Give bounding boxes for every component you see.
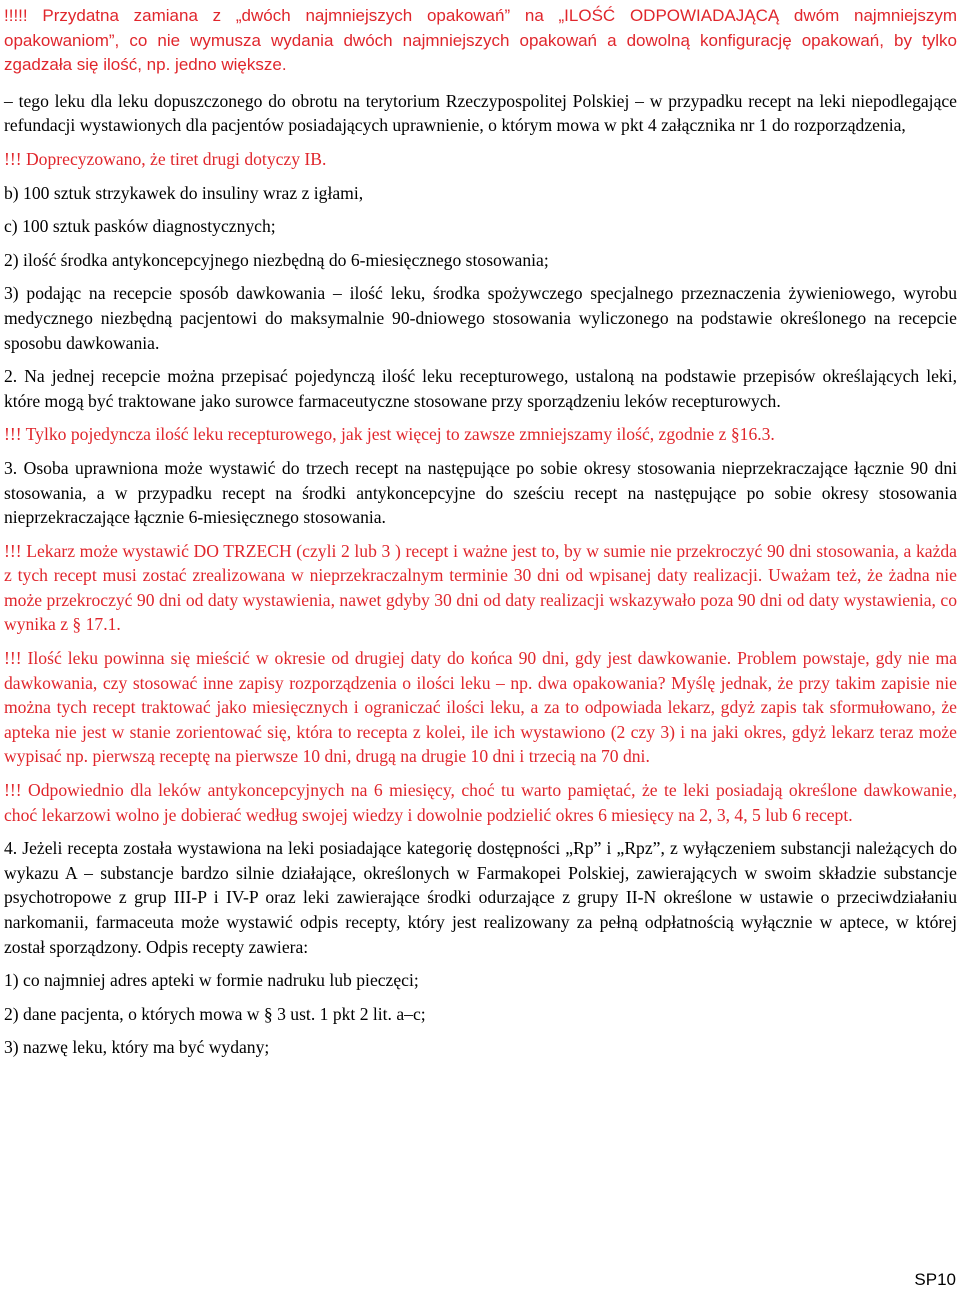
regulation-paragraph: b) 100 sztuk strzykawek do insuliny wraz z igłami, (4, 182, 364, 203)
note-paragraph: !!! Ilość leku powinna się mieścić w okresie od drugiej daty do końca 90 dni, gdy jest dawkowanie. Problem powstaje, gdy nie ma dawkowania, czy stosować inne zapisy rozporządzenia o ilości leku – np. dwa opakowania? Myślę jednak, że przy takim zapisie nie można tych recept traktować jako miesięcznych i ograniczać ilości leku, a za to odpowiada lekarz, gdyż zapis tak sformułowano, że apteka nie jest w stanie zorientować się, która to recepta z kolei, ile ich wystawiono (2 czy 3) i na jaki okres, gdyż lekarz teraz może wypisać np. pierwszą receptę na pierwsze 10 dni, drugą na drugie 10 dni i trzecią na 70 dni. (4, 648, 957, 767)
regulation-paragraph: 3) podając na recepcie sposób dawkowania – ilość leku, środka spożywczego specjalnego przeznaczenia żywieniowego, wyrobu medycznego niezbędną pacjentowi do maksymalnie 90-dniowego stosowania wyliczonego na podstawie określonego na recepcie sposobu dawkowania. (4, 283, 957, 353)
document-page (4, 4, 957, 1069)
regulation-paragraph: 3) nazwę leku, który ma być wydany; (4, 1037, 270, 1058)
note-paragraph: !!! Tylko pojedyncza ilość leku recepturowego, jak jest więcej to zawsze zmniejszamy ilość, zgodnie z §16.3. (4, 424, 775, 445)
regulation-paragraph: – tego leku dla leku dopuszczonego do obrotu na terytorium Rzeczypospolitej Polskiej – w przypadku recept na leki niepodlegające refundacji wystawionych dla pacjentów posiadających uprawnienie, o którym mowa w pkt 4 załącznika nr 1 do rozporządzenia, (4, 90, 957, 136)
regulation-paragraph: 2) dane pacjenta, o których mowa w § 3 ust. 1 pkt 2 lit. a–c; (4, 1003, 426, 1024)
note-paragraph: !!! Doprecyzowano, że tiret drugi dotyczy IB. (4, 148, 327, 169)
regulation-paragraph: c) 100 sztuk pasków diagnostycznych; (4, 216, 276, 237)
regulation-paragraph: 3. Osoba uprawniona może wystawić do trzech recept na następujące po sobie okresy stosowania nieprzekraczające łącznie 90 dni stosowania, a w przypadku recept na środki antykoncepcyjne do sześciu recept na następujące po sobie okresy stosowania nieprzekraczające łącznie 6-miesięcznego stosowania. (4, 457, 957, 528)
regulation-paragraph: 2. Na jednej recepcie można przepisać pojedynczą ilość leku recepturowego, ustaloną na podstawie przepisów określających leki, które mogą być traktowane jako surowce farmaceutyczne stosowane przy sporządzeniu leków recepturowych. (4, 366, 957, 411)
page-footer-label: SP10 (914, 1270, 956, 1289)
note-paragraph: !!! Lekarz może wystawić DO TRZECH (czyli 2 lub 3 ) recept i ważne jest to, by w sumie nie przekroczyć 90 dni stosowania, a każda z tych recept musi zostać zrealizowana w nieprzekraczalnym terminie 30 dni od wpisanej daty realizacji. Uważam też, że żadna nie może przekroczyć 90 dni od daty wystawienia, nawet gdyby 30 dni od daty realizacji wskazywało poza 90 dni od daty wystawienia, co wynika z § 17.1. (4, 540, 957, 635)
regulation-paragraph: 1) co najmniej adres apteki w formie nadruku lub pieczęci; (4, 970, 419, 991)
note-paragraph: !!!!! Przydatna zamiana z „dwóch najmniejszych opakowań” na „ILOŚĆ ODPOWIADAJĄCĄ dwóm najmniejszym opakowaniom”, co nie wymusza wydania dwóch najmniejszych opakowań a dowolną konfigurację opakowań, by tylko zgadzała się ilość, np. jedno większe. (4, 6, 957, 75)
regulation-paragraph: 2) ilość środka antykoncepcyjnego niezbędną do 6-miesięcznego stosowania; (4, 249, 549, 270)
regulation-paragraph: 4. Jeżeli recepta została wystawiona na leki posiadające kategorię dostępności „Rp” i „Rpz”, z wyłączeniem substancji należących do wykazu A – substancje bardzo silnie działające, określonych w Farmakopei Polskiej, zawierających w swoim składzie substancje psychotropowe z grup III-P i IV-P oraz leki zawierające środki odurzające z grupy II-N określone w ustawie o przeciwdziałaniu narkomanii, farmaceuta może wystawić odpis recepty, który jest realizowany za pełną odpłatnością wyłącznie w aptece, w której został sporządzony. Odpis recepty zawiera: (4, 838, 957, 957)
note-paragraph: !!! Odpowiednio dla leków antykoncepcyjnych na 6 miesięcy, choć tu warto pamiętać, że te leki posiadają określone dawkowanie, choć lekarzowi wolno je dobierać według swojej wiedzy i dowolnie podzielić okres 6 miesięcy na 2, 3, 4, 5 lub 6 recept. (4, 780, 957, 825)
